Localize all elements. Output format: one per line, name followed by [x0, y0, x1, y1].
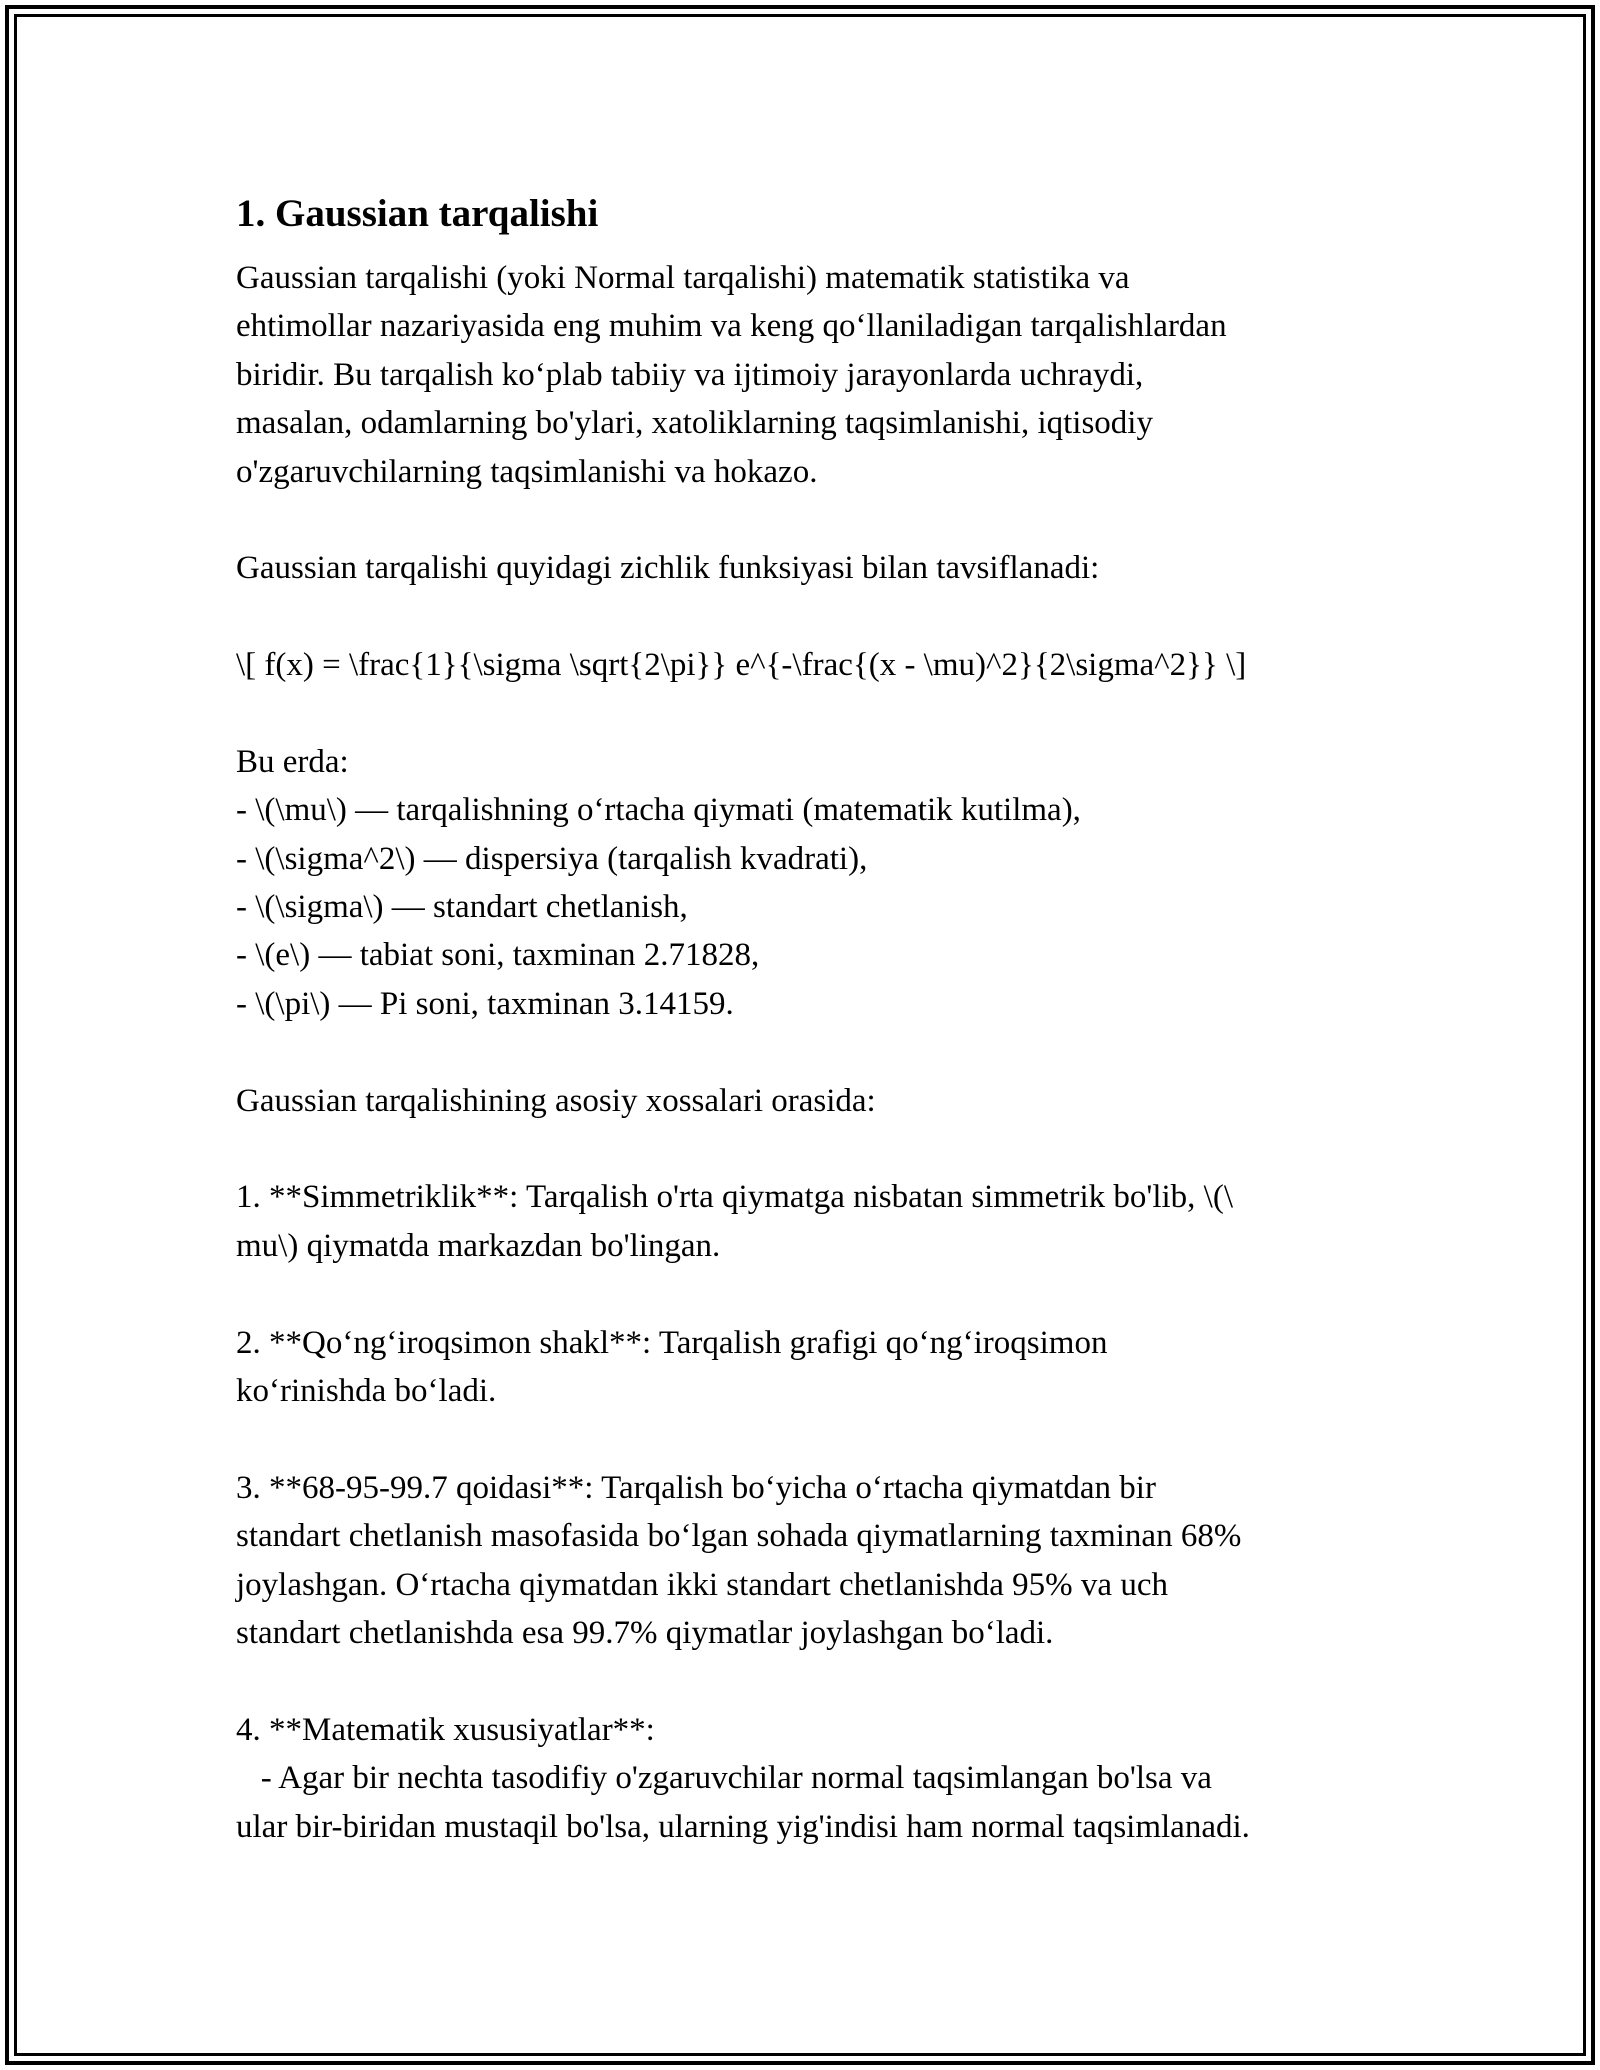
definition-item: - \(\pi\) — Pi soni, taxminan 3.14159.	[236, 985, 734, 1022]
intro-line: ehtimollar nazariyasida eng muhim va keng qo‘llaniladigan tarqalishlardan	[236, 308, 1227, 345]
definition-item: - \(e\) — tabiat soni, taxminan 2.71828,	[236, 937, 760, 974]
intro-line: o'zgaruvchilarning taqsimlanishi va hokazo.	[236, 453, 818, 490]
intro-paragraph	[236, 254, 1386, 496]
formula-line: \[ f(x) = \frac{1}{\sigma \sqrt{2\pi}} e^{-\frac{(x - \mu)^2}{2\sigma^2}} \]	[236, 647, 1247, 684]
where-label: Bu erda:	[236, 743, 349, 780]
property-bell-shape	[236, 1319, 1386, 1416]
intro-line: biridir. Bu tarqalish ko‘plab tabiiy va ijtimoiy jarayonlarda uchraydi,	[236, 356, 1144, 393]
property-line: mu\) qiymatda markazdan bo'lingan.	[236, 1227, 721, 1264]
definition-item: - \(\mu\) — tarqalishning o‘rtacha qiymati (matematik kutilma),	[236, 792, 1081, 829]
definition-item: - \(\sigma^2\) — dispersiya (tarqalish kvadrati),	[236, 840, 868, 877]
property-line: ko‘rinishda bo‘ladi.	[236, 1372, 497, 1409]
spacer	[236, 1125, 1386, 1173]
property-line: 1. **Simmetriklik**: Tarqalish o'rta qiymatga nisbatan simmetrik bo'lib, \(\	[236, 1179, 1234, 1216]
spacer	[236, 1270, 1386, 1318]
density-intro: Gaussian tarqalishi quyidagi zichlik funksiyasi bilan tavsiflanadi:	[236, 550, 1100, 587]
intro-line: Gaussian tarqalishi (yoki Normal tarqalishi) matematik statistika va	[236, 260, 1130, 296]
spacer	[236, 593, 1386, 641]
definition-item: - \(\sigma\) — standart chetlanish,	[236, 889, 688, 926]
property-line: - Agar bir nechta tasodifiy o'zgaruvchilar normal taqsimlangan bo'lsa va	[236, 1760, 1212, 1797]
property-line: ular bir-biridan mustaqil bo'lsa, ularning yig'indisi ham normal taqsimlanadi.	[236, 1808, 1250, 1845]
section-heading: 1. Gaussian tarqalishi	[236, 192, 599, 235]
property-empirical-rule	[236, 1464, 1386, 1658]
spacer	[236, 1415, 1386, 1463]
document-body	[236, 186, 1386, 1851]
spacer	[236, 496, 1386, 544]
property-line: standart chetlanish masofasida bo‘lgan sohada qiymatlarning taxminan 68%	[236, 1518, 1242, 1555]
spacer	[236, 690, 1386, 738]
spacer	[236, 1028, 1386, 1076]
property-line: 4. **Matematik xususiyatlar**:	[236, 1711, 655, 1748]
property-line: standart chetlanishda esa 99.7% qiymatlar joylashgan bo‘ladi.	[236, 1614, 1054, 1651]
intro-line: masalan, odamlarning bo'ylari, xatoliklarning taqsimlanishi, iqtisodiy	[236, 405, 1153, 442]
definitions-list	[236, 786, 1386, 1028]
property-line: 2. **Qo‘ng‘iroqsimon shakl**: Tarqalish grafigi qo‘ng‘iroqsimon	[236, 1324, 1108, 1361]
property-line: joylashgan. O‘rtacha qiymatdan ikki standart chetlanishda 95% va uch	[236, 1566, 1168, 1603]
properties-intro: Gaussian tarqalishining asosiy xossalari orasida:	[236, 1082, 876, 1119]
property-line: 3. **68-95-99.7 qoidasi**: Tarqalish bo‘yicha o‘rtacha qiymatdan bir	[236, 1469, 1156, 1506]
spacer	[236, 1657, 1386, 1705]
property-math-features	[236, 1706, 1386, 1851]
property-symmetry	[236, 1173, 1386, 1270]
